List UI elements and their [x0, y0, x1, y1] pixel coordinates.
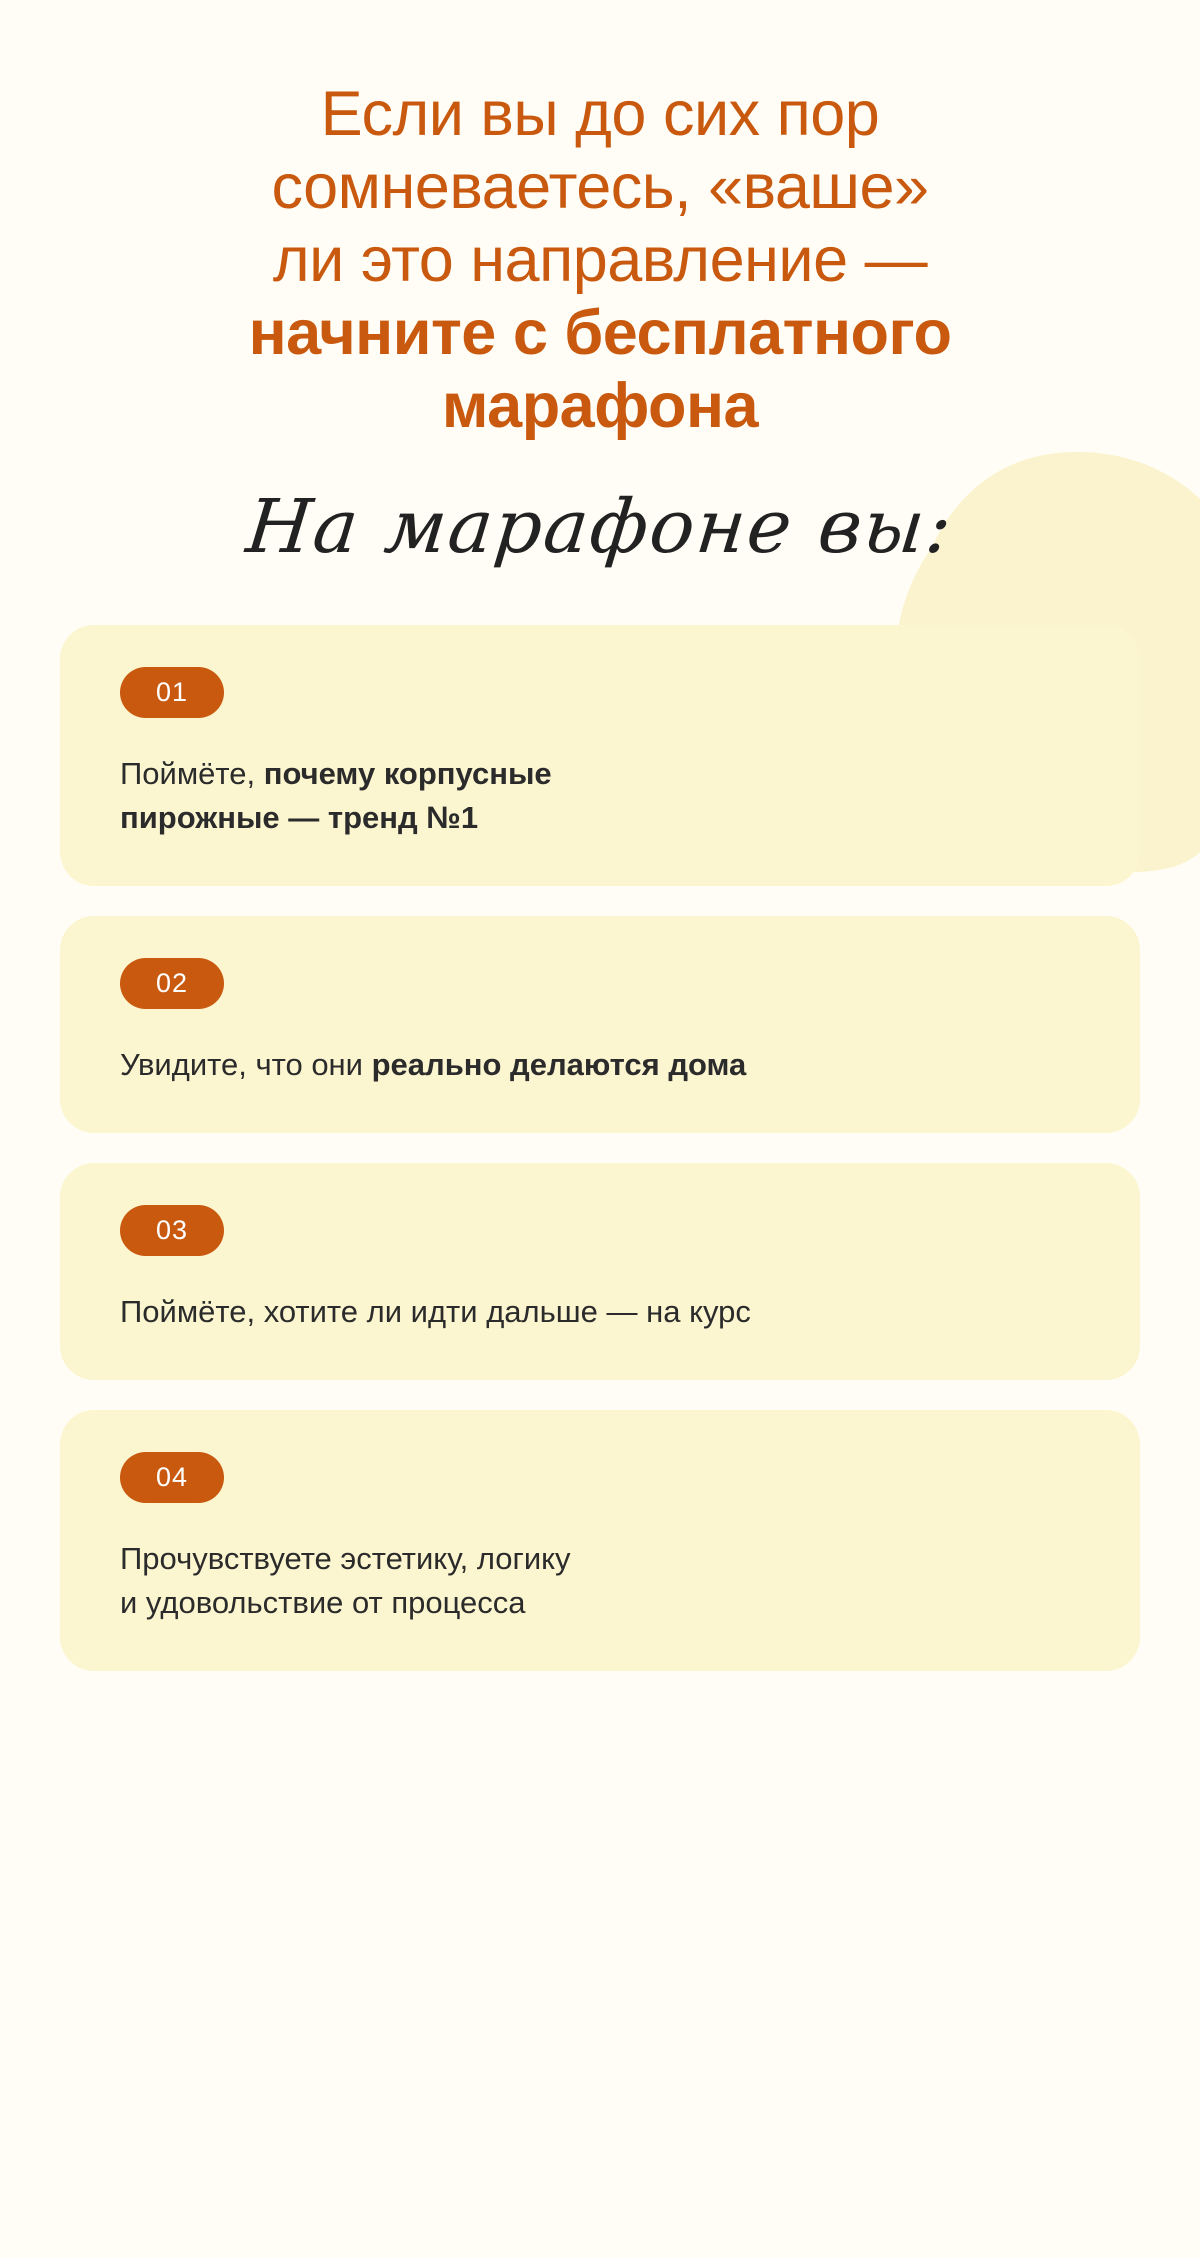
list-item — [60, 1163, 1140, 1380]
list-item-text-bold-1: реально делаются дома — [371, 1046, 747, 1082]
headline-line-3: ли это направление — — [272, 225, 928, 296]
status-badge: 01 — [120, 667, 224, 718]
list-item — [60, 1410, 1140, 1671]
page-title — [60, 0, 1140, 443]
headline-line-1: Если вы до сих пор — [320, 79, 880, 149]
list-item-text — [120, 1290, 1080, 1334]
headline-line-4: начните с бесплатного — [248, 298, 952, 369]
list-item-text-bold-1: почему корпусные — [263, 755, 552, 791]
status-badge: 04 — [120, 1452, 224, 1503]
list-item-text — [120, 752, 1080, 840]
list-item-text-plain-1: Прочувствуете эстетику, логику — [120, 1540, 571, 1576]
list-item-text — [120, 1043, 1080, 1087]
status-badge: 02 — [120, 958, 224, 1009]
list-item-text — [120, 1537, 1080, 1625]
status-badge: 03 — [120, 1205, 224, 1256]
list-item-text-plain-1: Поймёте, — [120, 755, 264, 791]
headline-line-5: марафона — [441, 371, 759, 442]
benefit-list — [60, 625, 1140, 1671]
list-item-text-plain-1: Поймёте, хотите ли идти дальше — на курс — [120, 1293, 751, 1329]
section-subtitle: На марафоне вы: — [242, 484, 958, 571]
list-item — [60, 916, 1140, 1133]
list-item-text-bold-2: пирожные — тренд №1 — [120, 799, 479, 835]
list-item-text-plain-2: и удовольствие от процесса — [120, 1584, 526, 1620]
headline-line-2: сомневаетесь, «ваше» — [271, 152, 929, 223]
list-item-text-plain-1: Увидите, что они — [120, 1046, 372, 1082]
list-item — [60, 625, 1140, 886]
